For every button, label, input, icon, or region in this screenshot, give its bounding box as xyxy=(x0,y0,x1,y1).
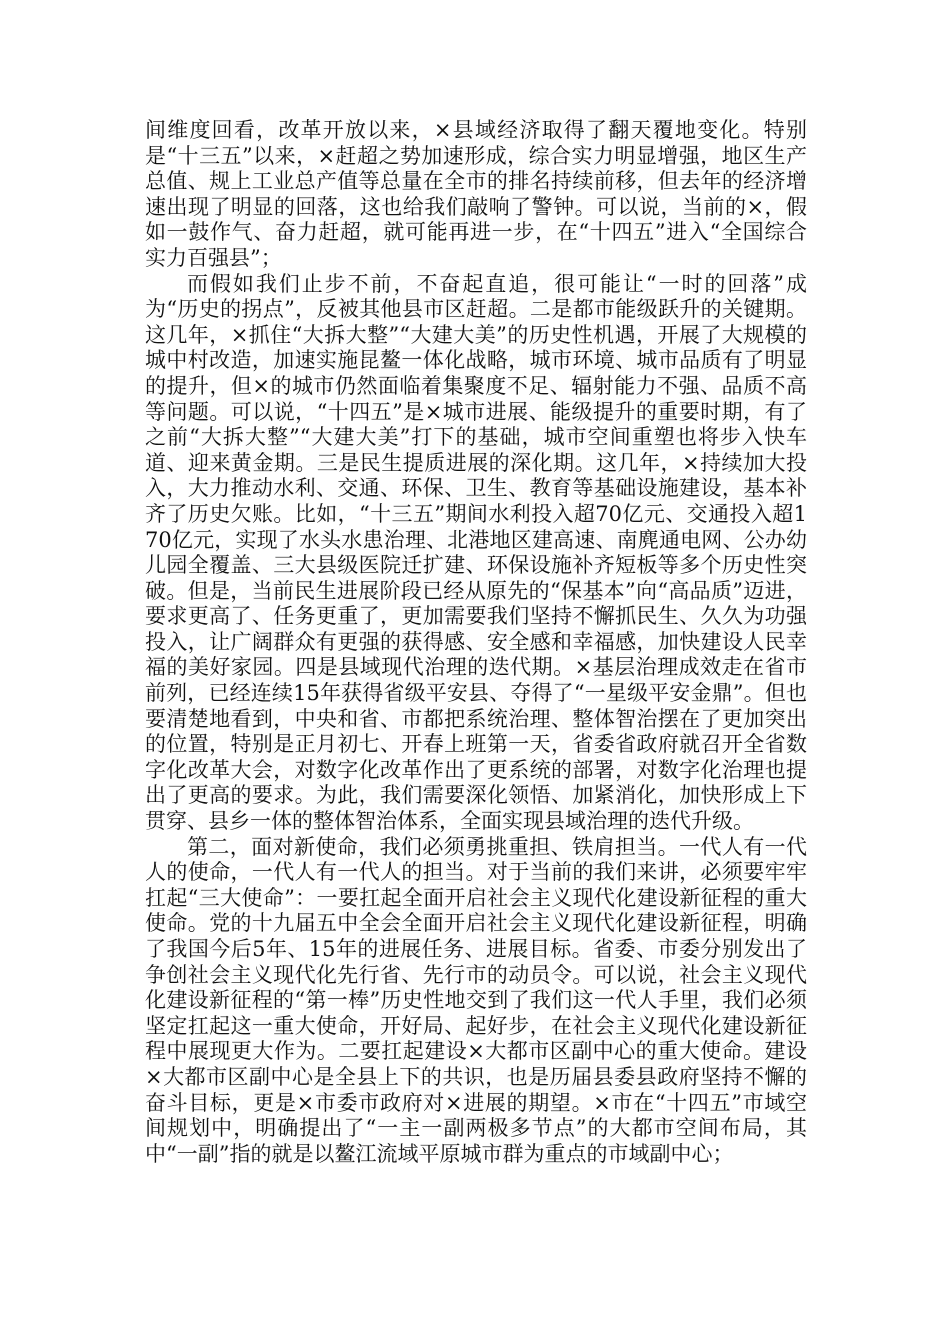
paragraph-3: 第二，面对新使命，我们必须勇挑重担、铁肩担当。一代人有一代人的使命，一代人有一代人的担当。对于当前的我们来讲，必须要牢牢扛起“三大使命”：一要扛起全面开启社会主义现代化建设新征程的重大使命。党的十九届五中全会全面开启社会主义现代化建设新征程，明确了我国今后5年、15年的进展任务、进展目标。省委、市委分别发出了争创社会主义现代化先行省、先行市的动员令。可以说，社会主义现代化建设新征程的“第一棒”历史性地交到了我们这一代人手里，我们必须坚定扛起这一重大使命，开好局、起好步，在社会主义现代化建设新征程中展现更大作为。二要扛起建设×大都市区副中心的重大使命。建设×大都市区副中心是全县上下的共识，也是历届县委县政府坚持不懈的奋斗目标，更是×市委市政府对×进展的期望。×市在“十四五”市域空间规划中，明确提出了“一主一副两极多节点”的大都市空间布局，其中“一副”指的就是以鳌江流域平原城市群为重点的市域副中心； xyxy=(145,834,807,1166)
paragraph-1: 间维度回看，改革开放以来，×县域经济取得了翻天覆地变化。特别是“十三五”以来，×赶超之势加速形成，综合实力明显增强，地区生产总值、规上工业总产值等总量在全市的排名持续前移，但去年的经济增速出现了明显的回落，这也给我们敲响了警钟。可以说，当前的×，假如一鼓作气、奋力赶超，就可能再进一步，在“十四五”进入“全国综合实力百强县”； xyxy=(145,118,807,270)
document-page xyxy=(145,118,807,1167)
paragraph-2: 而假如我们止步不前，不奋起直追，很可能让“一时的回落”成为“历史的拐点”，反被其他县市区赶超。二是都市能级跃升的关键期。这几年，×抓住“大拆大整”“大建大美”的历史性机遇，开展了大规模的城中村改造，加速实施昆鳌一体化战略，城市环境、城市品质有了明显的提升，但×的城市仍然面临着集聚度不足、辐射能力不强、品质不高等问题。可以说，“十四五”是×城市进展、能级提升的重要时期，有了之前“大拆大整”“大建大美”打下的基础，城市空间重塑也将步入快车道、迎来黄金期。三是民生提质进展的深化期。这几年，×持续加大投入，大力推动水利、交通、环保、卫生、教育等基础设施建设，基本补齐了历史欠账。比如，“十三五”期间水利投入超70亿元、交通投入超170亿元，实现了水头水患治理、北港地区建高速、南麂通电网、公办幼儿园全覆盖、三大县级医院迁扩建、环保设施补齐短板等多个历史性突破。但是，当前民生进展阶段已经从原先的“保基本”向“高品质”迈进，要求更高了、任务更重了，更加需要我们坚持不懈抓民生、久久为功强投入，让广阔群众有更强的获得感、安全感和幸福感，加快建设人民幸福的美好家园。四是县域现代治理的迭代期。×基层治理成效走在省市前列，已经连续15年获得省级平安县、夺得了“一星级平安金鼎”。但也要清楚地看到，中央和省、市都把系统治理、整体智治摆在了更加突出的位置，特别是正月初七、开春上班第一天，省委省政府就召开全省数字化改革大会，对数字化改革作出了更系统的部署，对数字化治理也提出了更高的要求。为此，我们需要深化领悟、加紧消化，加快形成上下贯穿、县乡一体的整体智治体系，全面实现县域治理的迭代升级。 xyxy=(145,271,807,834)
